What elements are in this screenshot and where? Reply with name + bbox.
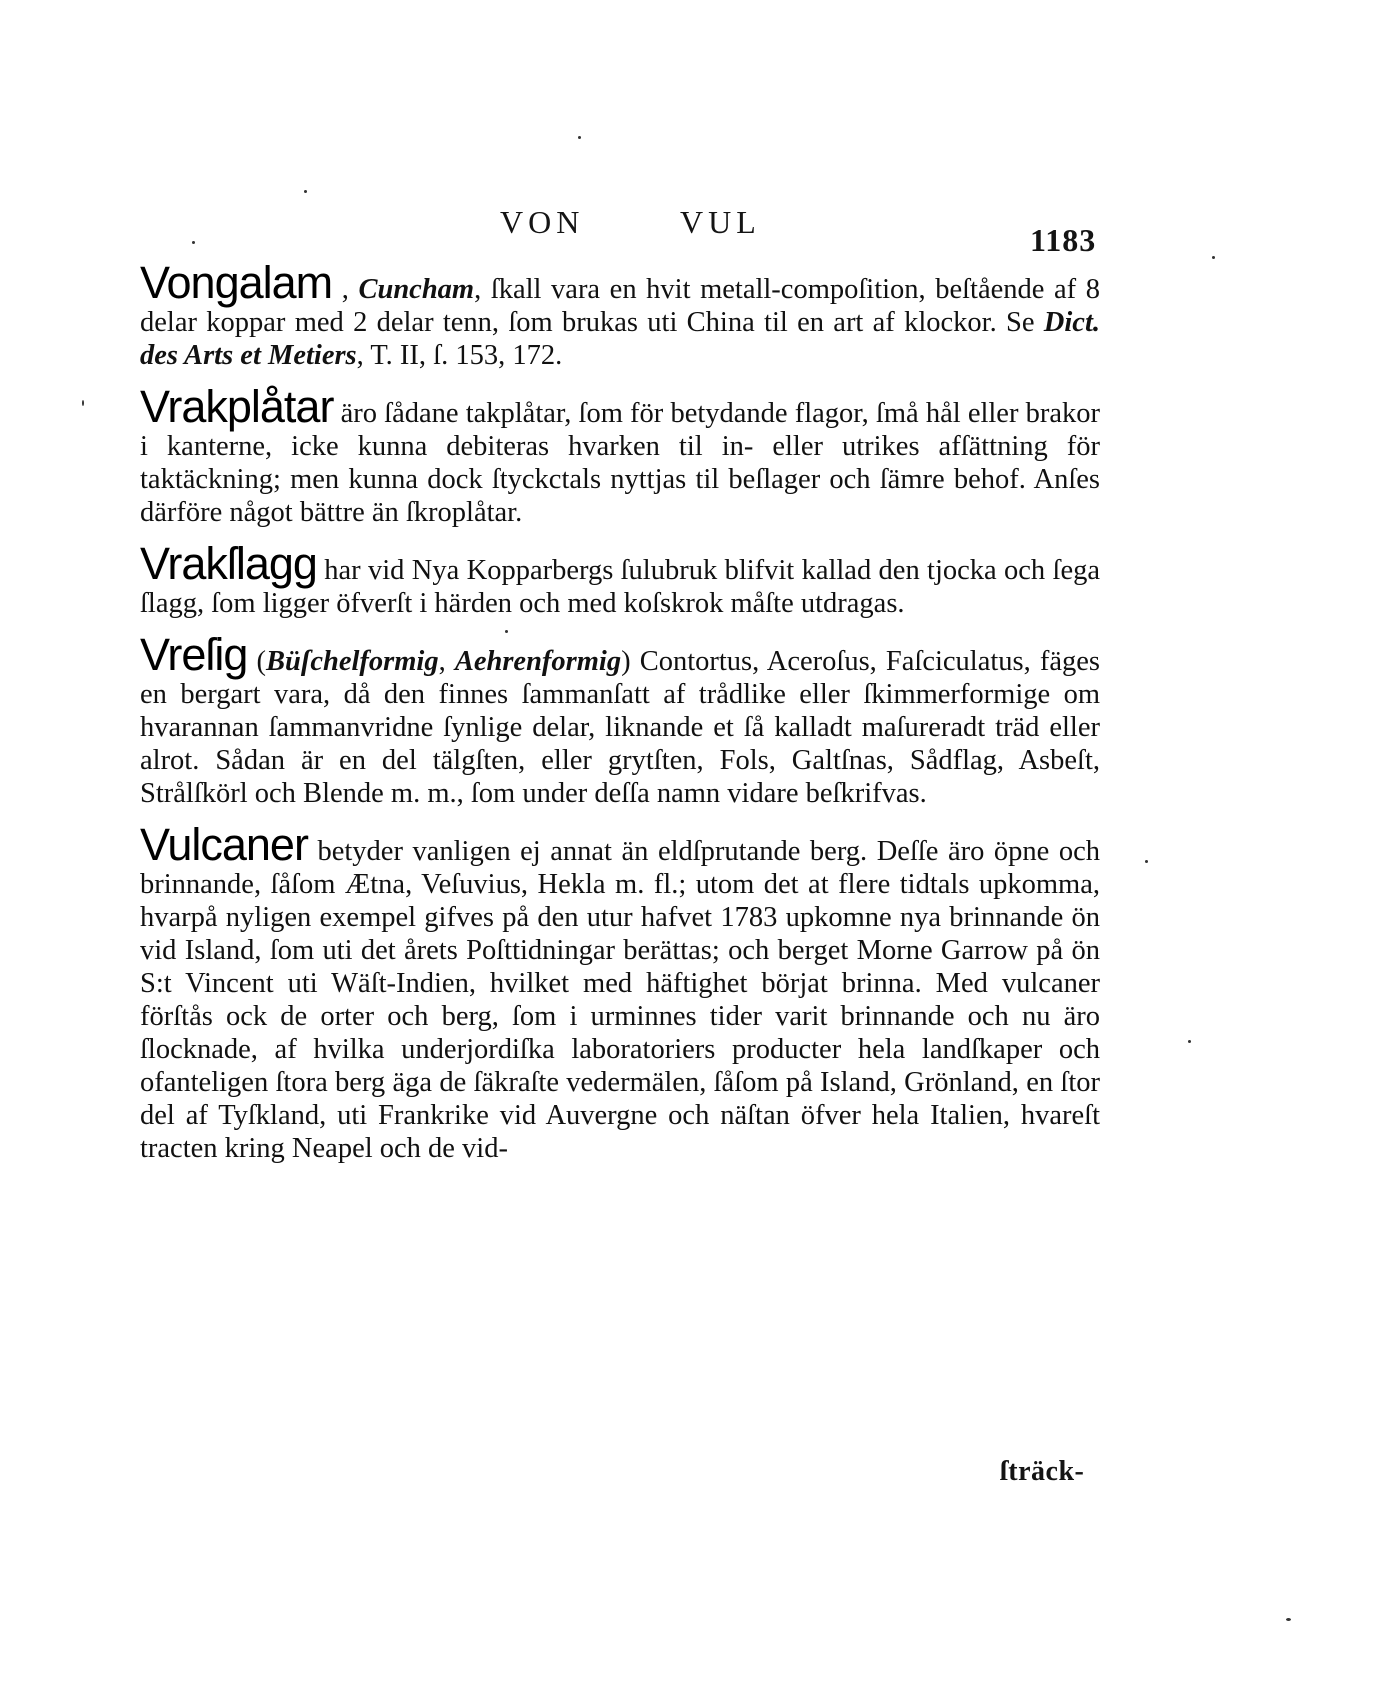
entry-headword: Vreſig — [140, 629, 248, 680]
entry-separator: , — [332, 274, 359, 305]
print-speck — [1212, 256, 1215, 259]
entry-body-text: äro ſådane takplåtar, ſom för betydande flagor, ſmå hål eller brakor i kanterne, icke kunna debiteras hvarken til in- eller utrikes afſättning för taktäckning; men kunna dock ſtyckctals nyttjas til beſlager och ſämre behof. Anſes därföre något bättre än ſkroplåtar. — [140, 398, 1100, 528]
header-right-word: VUL — [680, 204, 761, 240]
page-number: 1183 — [1030, 222, 1097, 258]
print-speck — [1145, 860, 1148, 863]
print-speck — [192, 241, 195, 244]
entry-body-text: , — [438, 646, 455, 677]
entry-italic-term: Aehrenformig — [454, 646, 622, 677]
entry-body-text: ( — [247, 646, 266, 677]
entry-headword: Vulcaner — [140, 819, 308, 870]
entry-body-text: , ſkall vara en hvit metall-compoſition, beſtående af 8 delar koppar med 2 delar tenn, ſom brukas uti China til en art af klockor. Se — [140, 274, 1100, 338]
entry-vongalam — [140, 257, 1100, 372]
entry-italic-term: Büſchelformig — [266, 646, 439, 677]
entry-body-text: har vid Nya Kopparbergs ſulubruk blifvit kallad den tjocka och ſega ſlagg, ſom ligger öfverſt i härden och med koſskrok måſte utdragas. — [140, 555, 1100, 619]
entry-vrakplatar — [140, 381, 1100, 529]
running-header — [150, 204, 1100, 244]
entry-headword: Vrakſlagg — [140, 538, 317, 589]
header-left-word: VON — [500, 204, 585, 240]
entry-headword: Vongalam — [140, 257, 333, 308]
dictionary-text-column — [140, 257, 1100, 1165]
print-speck — [1188, 1040, 1191, 1043]
entry-body-text: ) Contortus, Aceroſus, Faſciculatus, fäges en bergart vara, då den finnes ſammanſatt af trådlike eller ſkimmerformige om hvarannan ſammanvridne ſynlige delar, liknande et ſå kalladt maſureradt träd eller alrot. Sådan är en del tälgſten, eller grytſten, Fols, Galtſnas, Sådflag, Asbeſt, Strålſkörl och Blende m. m., ſom under deſſa namn vidare beſkrifvas. — [140, 646, 1100, 809]
entry-body-text: , T. II, ſ. 153, 172. — [356, 340, 563, 371]
entry-vresig — [140, 629, 1100, 810]
entry-headword: Vrakplåtar — [140, 381, 334, 432]
entry-body-text: betyder vanligen ej annat än eldſprutande berg. Deſſe äro öpne och brinnande, ſåſom Ætna, Veſuvius, Hekla m. fl.; utom det at flere tidtals upkomma, hvarpå nyligen exempel gifves på den utur hafvet 1783 upkomne nya brinnande ön vid Island, ſom uti det årets Poſttidningar berättas; och berget Morne Garrow på ön S:t Vincent uti Wäſt-Indien, hvilket med häftighet börjat brinna. Med vulcaner förſtås ock de orter och berg, ſom i urminnes tider varit brinnande och nu äro ſlocknade, af hvilka underjordiſka laboratoriers producter hela landſkaper och ofanteligen ſtora berg äga de ſäkraſte vedermälen, ſåſom på Island, Grönland, en ſtor del af Tyſkland, uti Frankrike vid Auvergne och näſtan öfver hela Italien, hvareſt tracten kring Neapel och de vid- — [140, 836, 1100, 1164]
print-speck — [304, 190, 307, 193]
print-speck — [1286, 1618, 1291, 1621]
print-speck — [82, 400, 84, 406]
entry-italic-reference: Dict. des Arts et Metiers — [140, 307, 1100, 371]
catchword: ſträck- — [1000, 1456, 1085, 1487]
entry-italic-term: Cuncham — [358, 274, 475, 305]
entry-vrakslagg — [140, 538, 1100, 620]
print-speck — [578, 136, 581, 139]
entry-vulcaner — [140, 819, 1100, 1165]
print-speck — [505, 630, 508, 633]
